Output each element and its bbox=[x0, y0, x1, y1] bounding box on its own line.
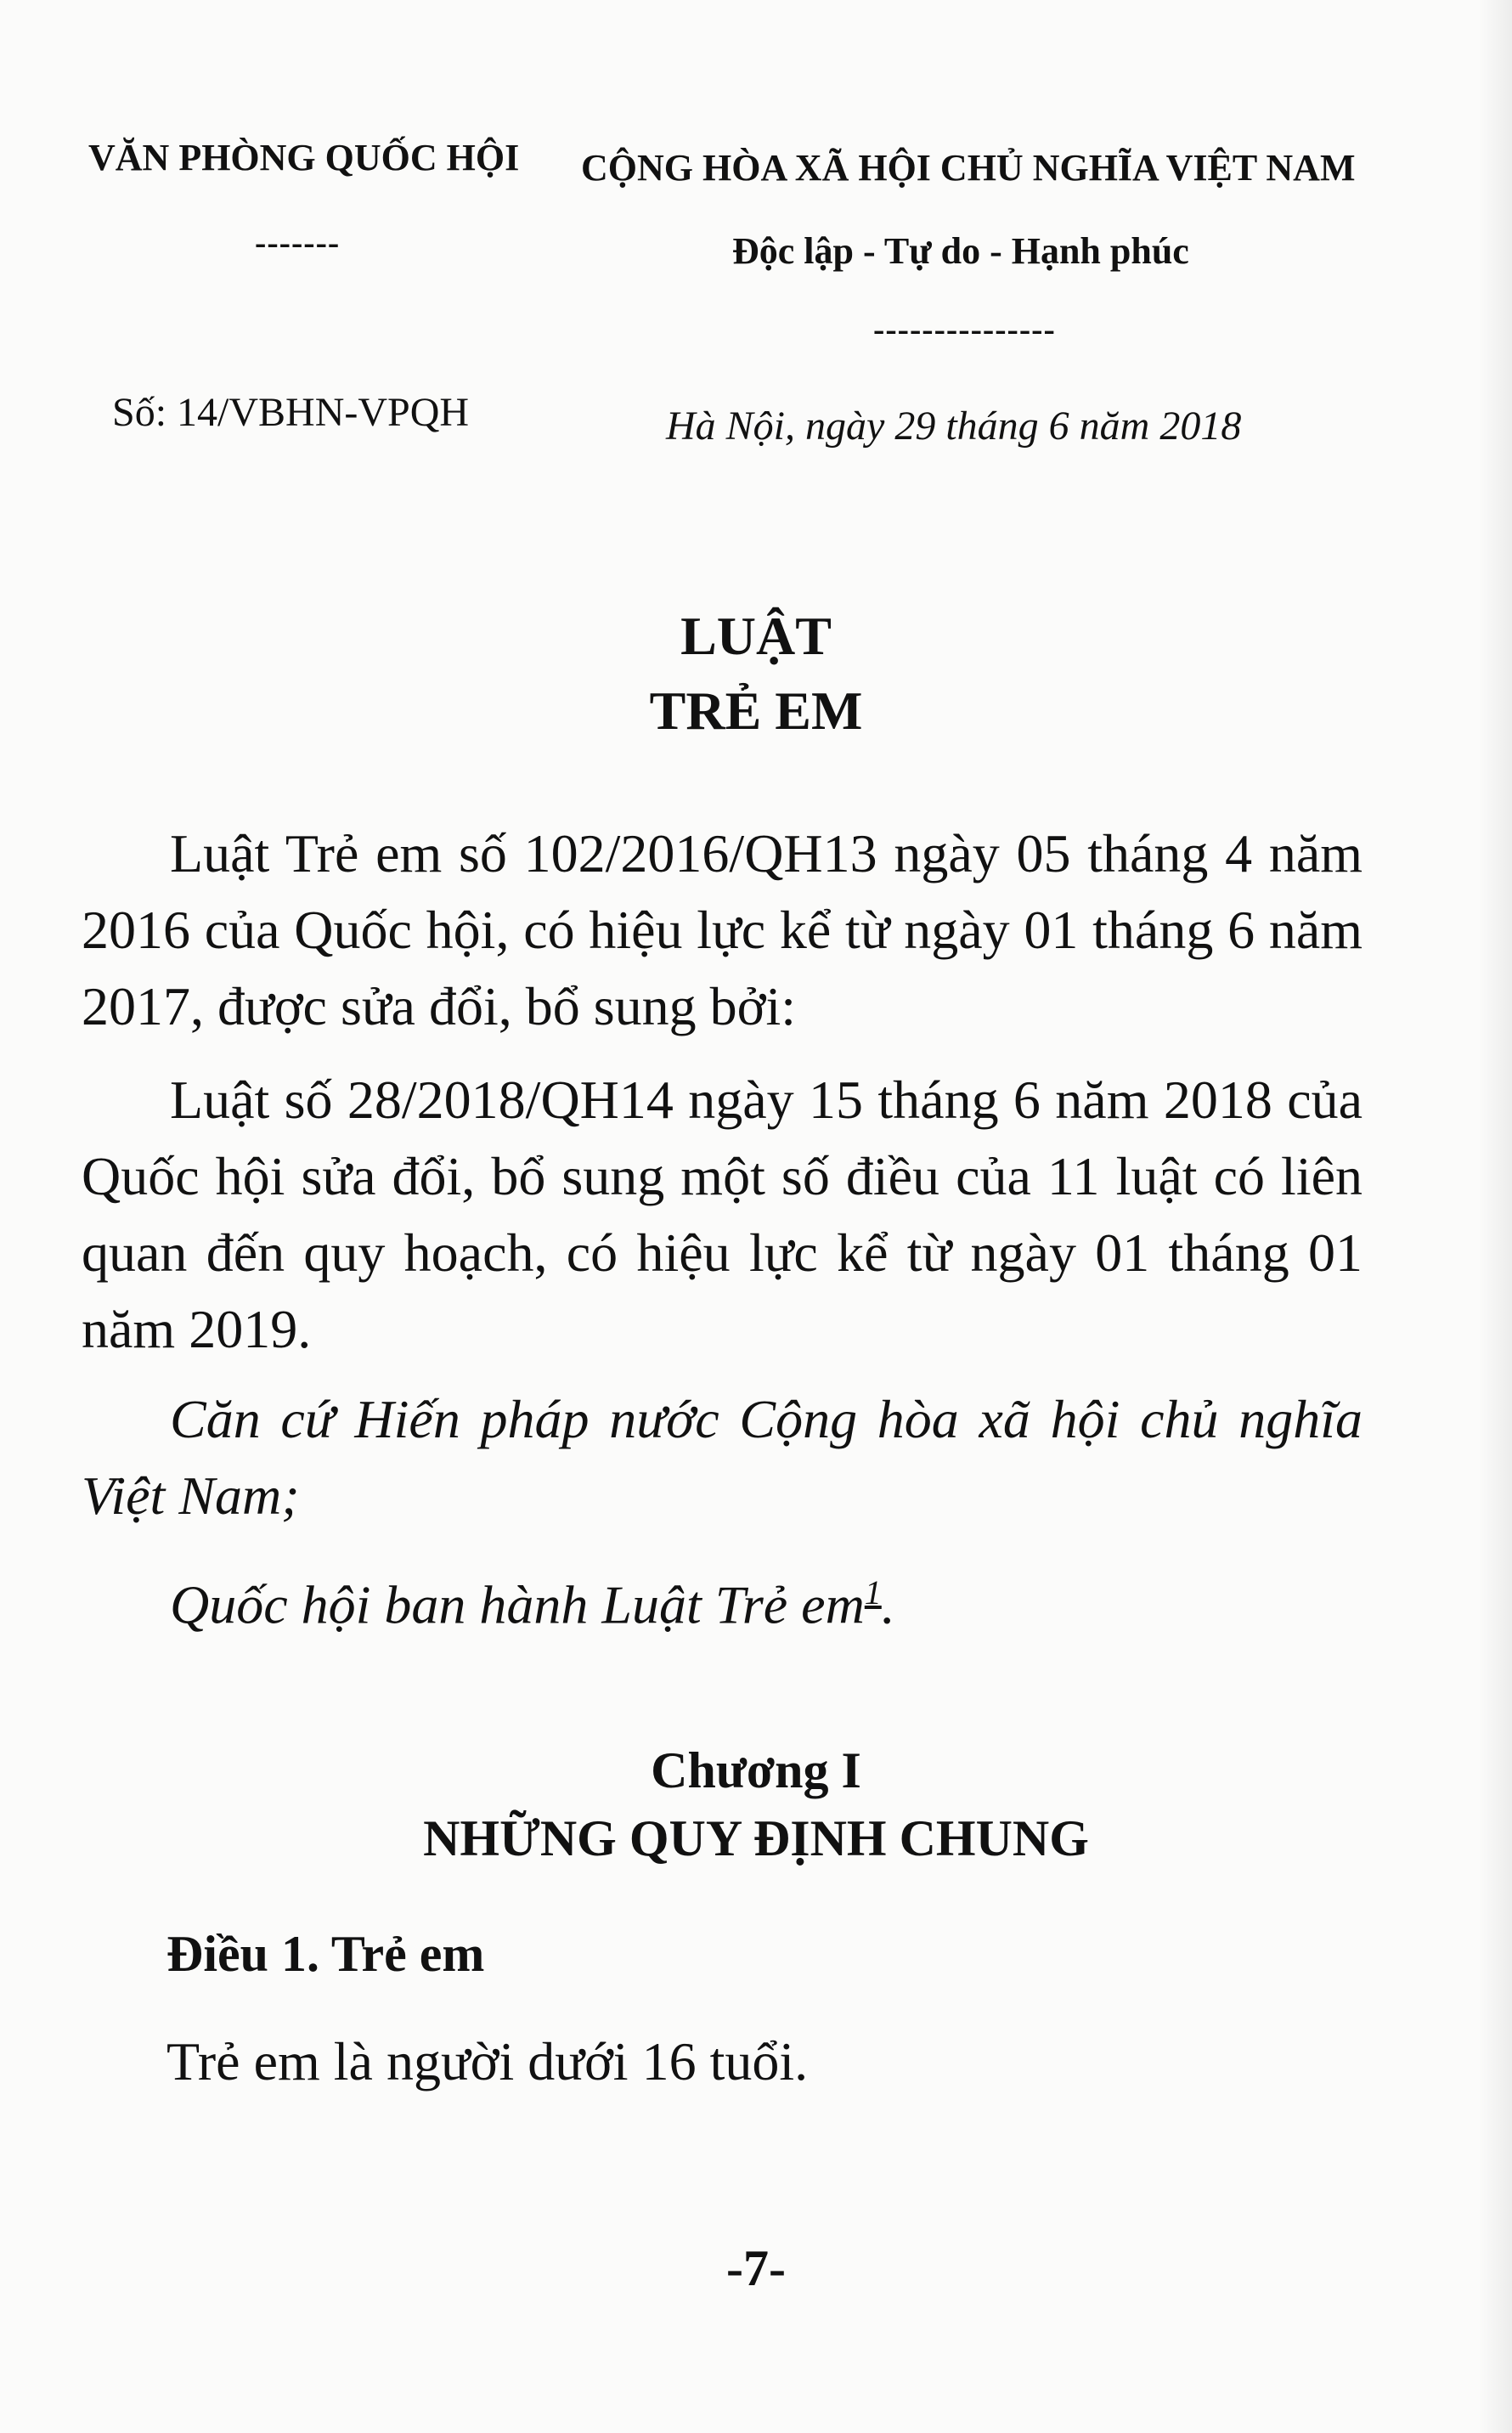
law-title-name: TRẺ EM bbox=[649, 680, 863, 741]
enactment-paragraph bbox=[82, 1555, 1362, 1643]
article-1-heading: Điều 1. Trẻ em bbox=[166, 1926, 485, 1982]
enactment-period: . bbox=[881, 1574, 895, 1635]
page-edge-shadow bbox=[1478, 0, 1512, 2433]
country-name: CỘNG HÒA XÃ HỘI CHỦ NGHĨA VIỆT NAM bbox=[581, 147, 1356, 189]
enactment-text: Quốc hội ban hành Luật Trẻ em bbox=[170, 1574, 865, 1635]
document-number: Số: 14/VBHN-VPQH bbox=[112, 390, 470, 435]
chapter-label: Chương I bbox=[651, 1742, 861, 1798]
article-1-body: Trẻ em là người dưới 16 tuổi. bbox=[166, 2031, 809, 2091]
intro-paragraph-1: Luật Trẻ em số 102/2016/QH13 ngày 05 tháng 4 năm 2016 của Quốc hội, có hiệu lực kể từ ngày 01 tháng 6 năm 2017, được sửa đổi, bổ sung bởi: bbox=[82, 823, 1362, 1036]
place-and-date: Hà Nội, ngày 29 tháng 6 năm 2018 bbox=[666, 404, 1242, 449]
agency-name: VĂN PHÒNG QUỐC HỘI bbox=[88, 137, 520, 178]
agency-rule: ------- bbox=[255, 223, 341, 262]
law-title-label: LUẬT bbox=[680, 606, 832, 666]
chapter-title: NHỮNG QUY ĐỊNH CHUNG bbox=[423, 1810, 1089, 1866]
motto-rule: --------------- bbox=[873, 310, 1056, 348]
legal-basis-paragraph: Căn cứ Hiến pháp nước Cộng hòa xã hội chủ nghĩa Việt Nam; bbox=[82, 1389, 1362, 1526]
page-number: -7- bbox=[726, 2240, 786, 2296]
intro-paragraph-2: Luật số 28/2018/QH14 ngày 15 tháng 6 năm 2018 của Quốc hội sửa đổi, bổ sung một số điều của 11 luật có liên quan đến quy hoạch, có hiệu lực kể từ ngày 01 tháng 01 năm 2019. bbox=[82, 1070, 1362, 1359]
national-motto: Độc lập - Tự do - Hạnh phúc bbox=[732, 230, 1189, 272]
footnote-marker: 1 bbox=[864, 1573, 882, 1612]
